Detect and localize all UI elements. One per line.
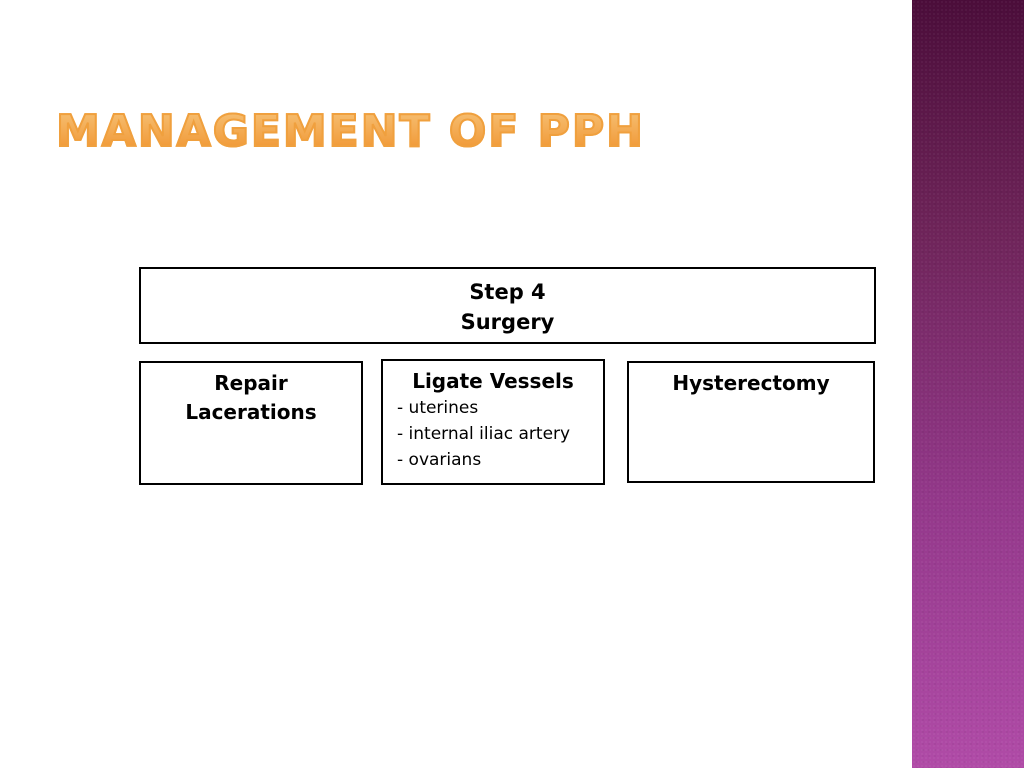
vessel-list-item: - internal iliac artery (397, 424, 571, 444)
decorative-side-band (912, 0, 1024, 768)
slide-title: MANAGEMENT OF PPH (56, 104, 645, 160)
step-number-label: Step 4 (469, 280, 546, 304)
vessel-list-item: - ovarians (397, 450, 482, 470)
repair-label: Repair (214, 371, 288, 395)
hysterectomy-label: Hysterectomy (672, 371, 830, 395)
repair-lacerations-box (139, 361, 363, 485)
hysterectomy-box (627, 361, 875, 483)
step-surgery-box (139, 267, 876, 344)
lacerations-label: Lacerations (185, 400, 317, 424)
vessel-list-item: - uterines (397, 398, 479, 418)
ligate-vessels-box (381, 359, 605, 485)
ligate-vessels-title: Ligate Vessels (412, 369, 574, 393)
vessel-list (383, 395, 603, 473)
step-name-label: Surgery (460, 310, 555, 334)
